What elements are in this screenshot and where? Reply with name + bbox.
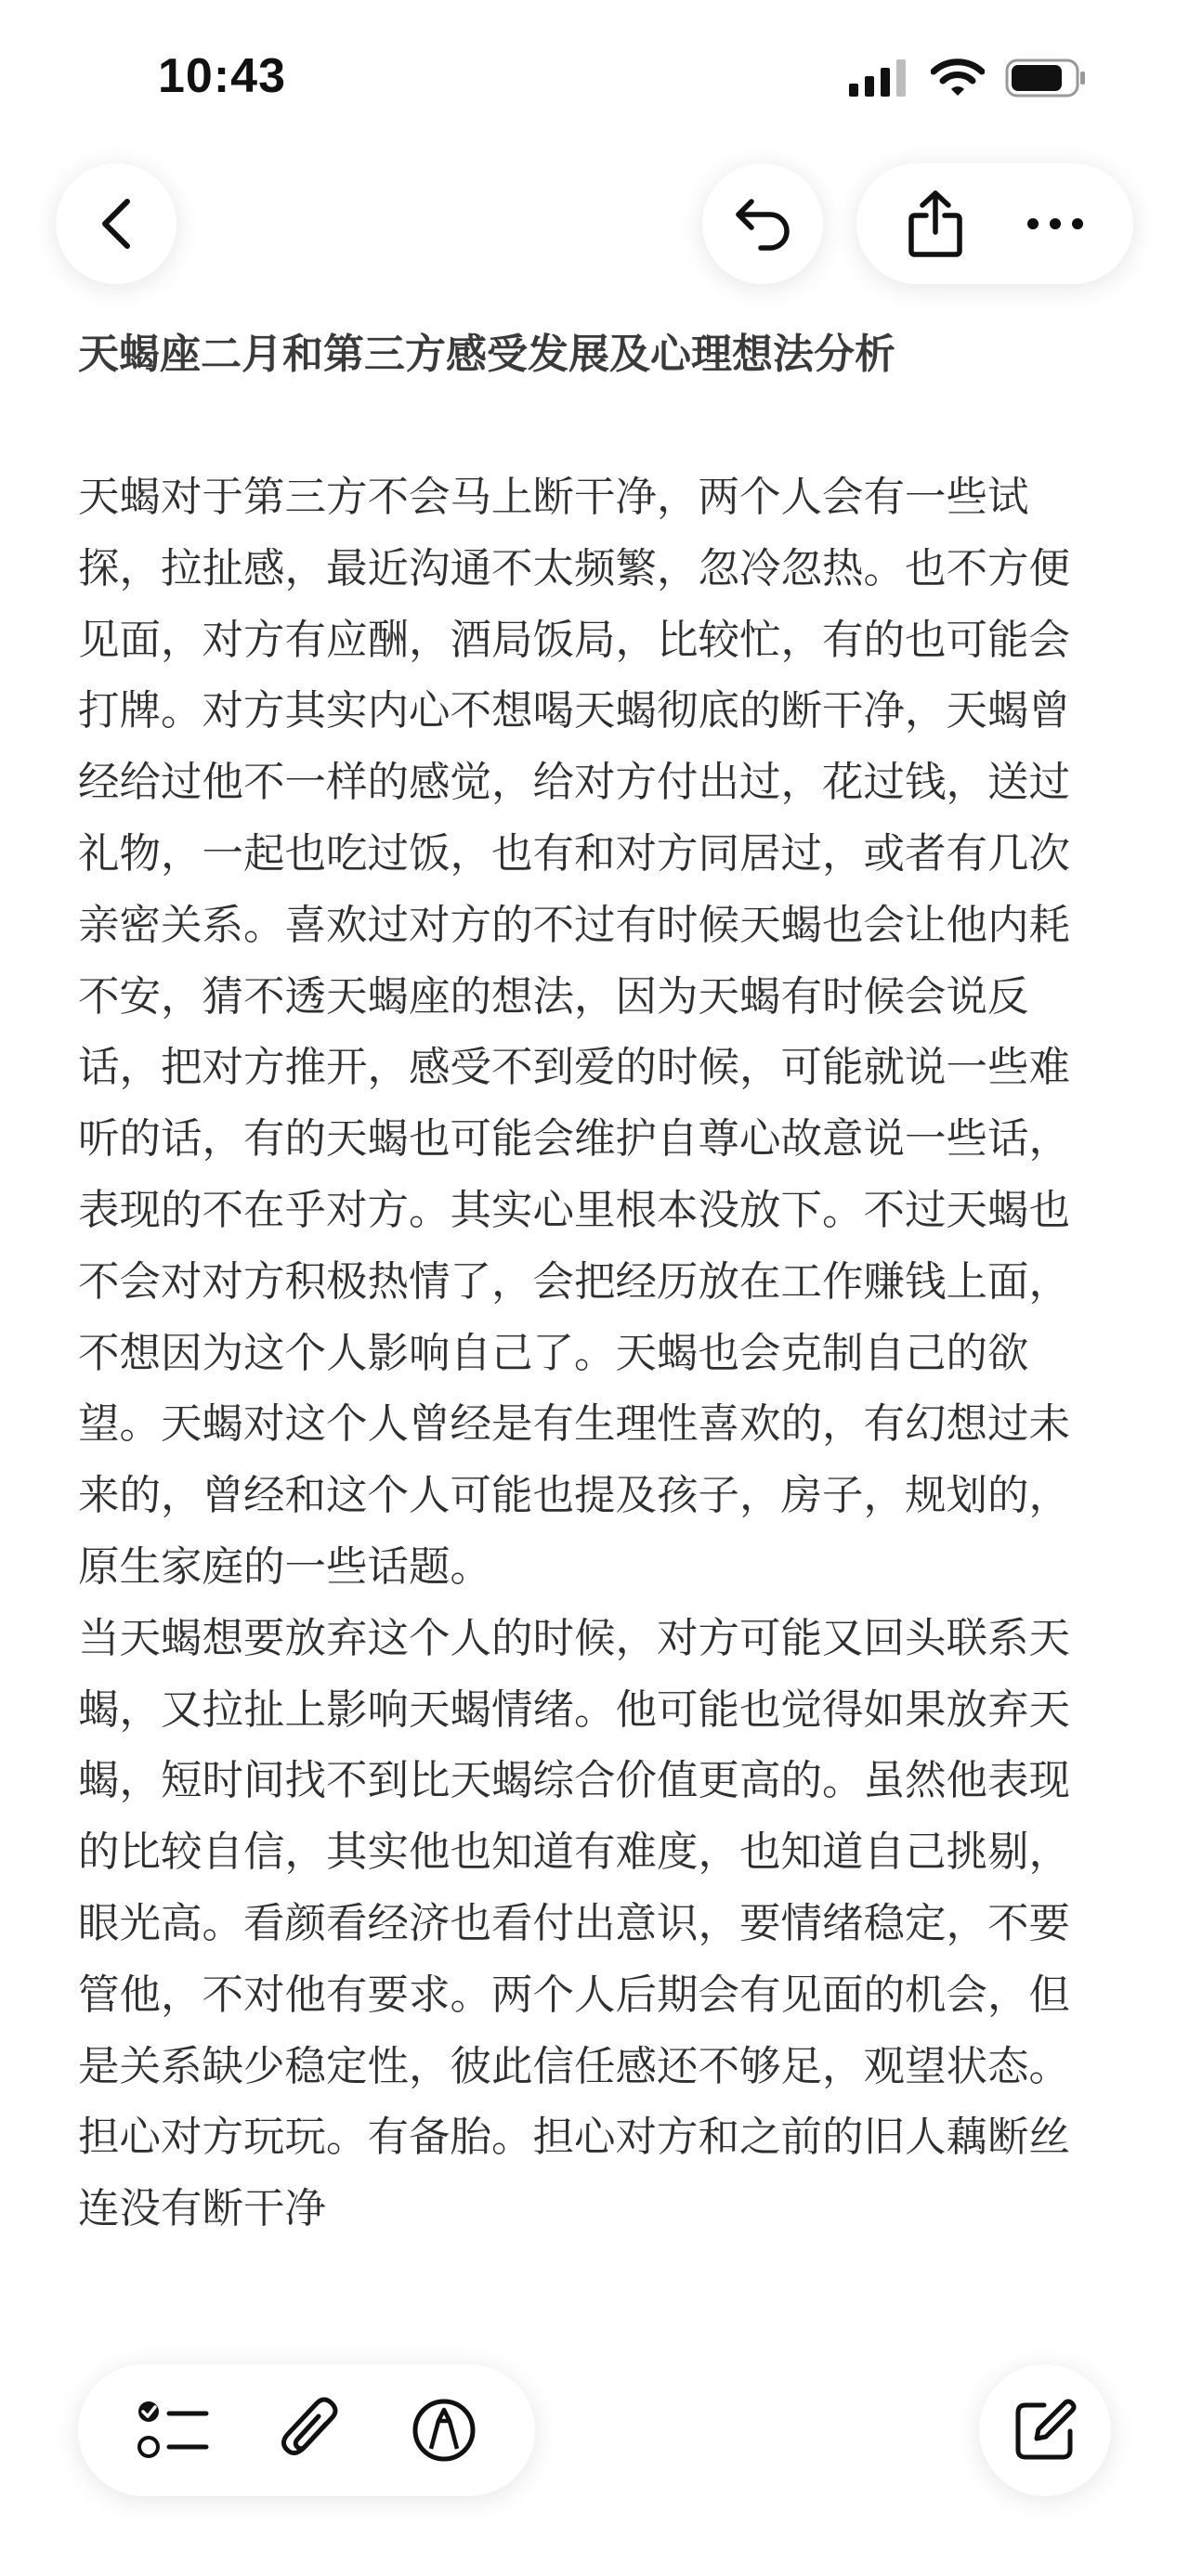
wifi-icon (931, 59, 985, 98)
battery-icon (1005, 59, 1087, 98)
checklist-icon[interactable] (136, 2397, 210, 2464)
chevron-left-icon (98, 196, 135, 252)
more-horizontal-icon[interactable] (1026, 216, 1085, 231)
status-bar (0, 0, 1189, 158)
undo-button[interactable] (702, 163, 823, 284)
note-body[interactable]: 天蝎对于第三方不会马上断干净，两个人会有一些试探，拉扯感，最近沟通不太频繁，忽冷忽热。也不方便见面，对方有应酬，酒局饭局，比较忙，有的也可能会打牌。对方其实内心不想喝天蝎彻底的断干净，天蝎曾经给过他不一样的感觉，给对方付出过，花过钱，送过礼物，一起也吃过饭，也有和对方同居过，或者有几次亲密关系。喜欢过对方的不过有时候天蝎也会让他内耗不安，猜不透天蝎座的想法，因为天蝎有时候会说反话，把对方推开，感受不到爱的时候，可能就说一些难听的话，有的天蝎也可能会维护自尊心故意说一些话，表现的不在乎对方。其实心里根本没放下。不过天蝎也不会对对方积极热情了，会把经历放在工作赚钱上面，不想因为这个人影响自己了。天蝎也会克制自己的欲望。天蝎对这个人曾经是有生理性喜欢的，有幻想过未来的，曾经和这个人可能也提及孩子，房子，规划的，原生家庭的一些话题。 当天蝎想要放弃这个人的时候，对方可能又回头联系天蝎，又拉扯上影响天蝎情绪。他可能也觉得如果放弃天蝎，短时间找不到比天蝎综合价值更高的。虽然他表现的比较自信，其实他也知道有难度，也知道自己挑剔，眼光高。看颜看经济也看付出意识，要情绪稳定，不要管他，不对他有要求。两个人后期会有见面的机会，但是关系缺少稳定性，彼此信任感还不够足，观望状态。担心对方玩玩。有备胎。担心对方和之前的旧人藕断丝连没有断干净 (78, 474, 1071, 2233)
compose-button[interactable] (979, 2364, 1111, 2496)
cellular-signal-icon (849, 59, 910, 97)
markup-pen-icon[interactable] (411, 2397, 477, 2464)
status-time: 10:43 (158, 49, 286, 103)
share-icon[interactable] (906, 189, 965, 258)
compose-icon (1013, 2398, 1078, 2463)
bottom-toolbar (78, 2364, 535, 2496)
undo-icon (733, 196, 792, 252)
back-button[interactable] (56, 163, 176, 284)
paperclip-icon[interactable] (278, 2396, 343, 2465)
note-title[interactable]: 天蝎座二月和第三方感受发展及心理想法分析 (78, 331, 895, 378)
status-icons (849, 58, 1087, 98)
share-more-pill (856, 163, 1133, 284)
